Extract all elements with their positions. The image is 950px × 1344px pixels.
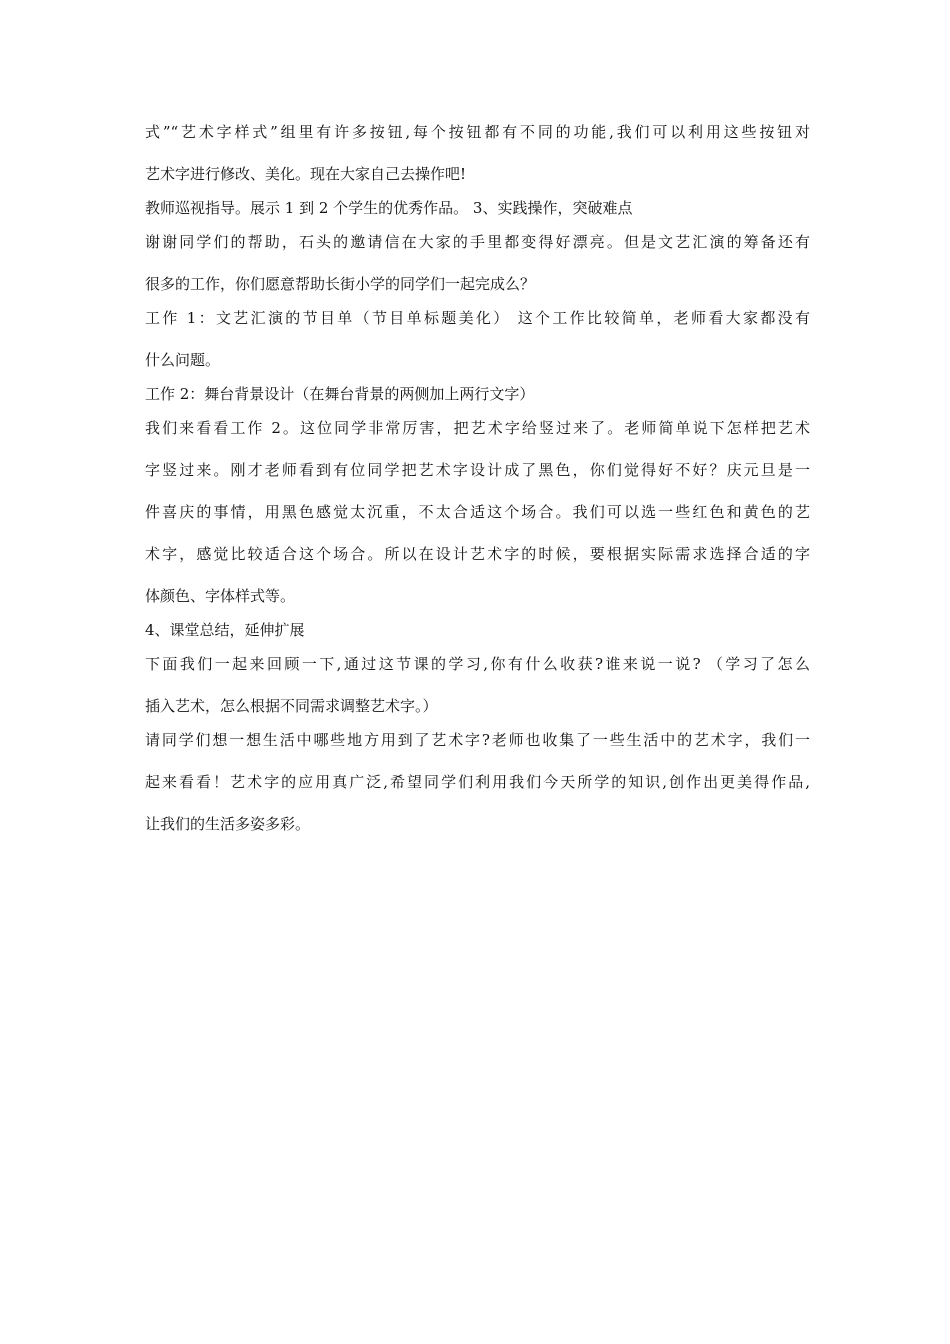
text-line: 术字，感觉比较适合这个场合。所以在设计艺术字的时候，要根据实际需求选择合适的字: [145, 545, 810, 563]
text-line: 下面我们一起来回顾一下,通过这节课的学习,你有什么收获?谁来说一说? （学习了怎么: [145, 655, 810, 673]
paragraph-9: [145, 730, 810, 834]
text-line: 件喜庆的事情，用黑色感觉太沉重，不太合适这个场合。我们可以选一些红色和黄色的艺: [145, 503, 810, 521]
paragraph-3: [145, 232, 810, 294]
text-line: 让我们的生活多姿多彩。: [145, 815, 311, 833]
text-line: 工作 1：文艺汇演的节目单（节目单标题美化） 这个工作比较简单，老师看大家都没有: [145, 309, 810, 327]
paragraph-8: [145, 654, 810, 716]
text-line: 插入艺术，怎么根据不同需求调整艺术字。）: [145, 697, 438, 715]
text-line: 谢谢同学们的帮助，石头的邀请信在大家的手里都变得好漂亮。但是文艺汇演的筹备还有: [145, 233, 810, 251]
text-line: 4、课堂总结，延伸扩展: [145, 621, 305, 639]
text-line: 教师巡视指导。展示 1 到 2 个学生的优秀作品。 3、实践操作，突破难点: [145, 199, 633, 217]
text-line: 字竖过来。刚才老师看到有位同学把艺术字设计成了黑色，你们觉得好不好？庆元旦是一: [145, 461, 810, 479]
paragraph-4: [145, 308, 810, 370]
text-line: 什么问题。: [145, 351, 221, 369]
paragraph-2: [145, 198, 810, 218]
document-body: [145, 122, 810, 834]
text-line: 很多的工作，你们愿意帮助长街小学的同学们一起完成么？: [145, 275, 536, 293]
text-line: 艺术字进行修改、美化。现在大家自己去操作吧!: [145, 165, 467, 183]
text-line: 式”“艺术字样式”组里有许多按钮,每个按钮都有不同的功能,我们可以利用这些按钮对: [145, 123, 810, 141]
text-line: 工作 2：舞台背景设计（在舞台背景的两侧加上两行文字）: [145, 385, 535, 403]
paragraph-6: [145, 418, 810, 606]
section-heading: [145, 620, 810, 640]
text-line: 请同学们想一想生活中哪些地方用到了艺术字?老师也收集了一些生活中的艺术字，我们一: [145, 731, 810, 749]
text-line: 起来看看！艺术字的应用真广泛,希望同学们利用我们今天所学的知识,创作出更美得作品,: [145, 773, 810, 791]
text-line: 体颜色、字体样式等。: [145, 587, 296, 605]
paragraph-1: [145, 122, 810, 184]
paragraph-5: [145, 384, 810, 404]
text-line: 我们来看看工作 2。这位同学非常厉害，把艺术字给竖过来了。老师简单说下怎样把艺术: [145, 419, 810, 437]
